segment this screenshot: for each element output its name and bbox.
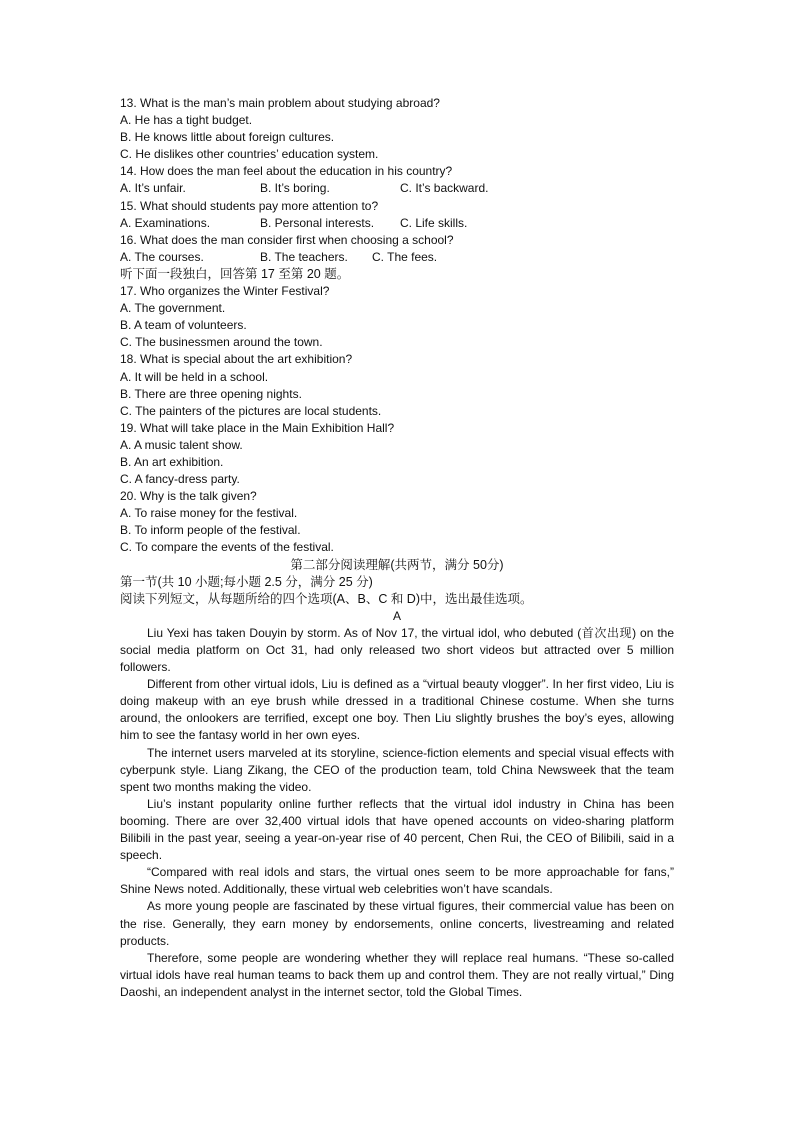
passage-paragraph-4: Liu’s instant popularity online further reflects that the virtual idol industry in China has been booming. There are over 32,400 virtual idols that have opened accounts on video-sharing platform Bilibili in the past year, seeing a year-on-year rise of 40 percent, Chen Rui, the CEO of Bilibili, said in a speech. — [120, 796, 674, 863]
section-title: 第一节(共 10 小题;每小题 2.5 分，满分 25 分) — [120, 574, 373, 589]
passage-paragraph-1: Liu Yexi has taken Douyin by storm. As of Nov 17, the virtual idol, who debuted (首次出现) on the social media platform on Oct 31, had only released two short videos but attracted over 5 million followers. — [120, 625, 674, 675]
option-14b: B. It’s boring. — [260, 181, 330, 196]
options-15 — [120, 215, 674, 232]
option-16b: B. The teachers. — [260, 249, 348, 264]
option-20b: B. To inform people of the festival. — [120, 523, 301, 538]
option-17b: B. A team of volunteers. — [120, 318, 247, 333]
passage-paragraph-2: Different from other virtual idols, Liu is defined as a “virtual beauty vlogger”. In her first video, Liu is doing makeup with an eye brush while dressed in a traditional Chinese costume. When she turns around, the onlookers are terrified, except one boy. Then Liu slightly brushes the boy’s eyes, allowing him to see the fantasy world in her own eyes. — [120, 677, 674, 743]
option-13a: A. He has a tight budget. — [120, 113, 253, 128]
option-18b: B. There are three opening nights. — [120, 386, 302, 401]
question-18: 18. What is special about the art exhibition? — [120, 352, 353, 367]
passage-paragraph-6: As more young people are fascinated by these virtual figures, their commercial value has been on the rise. Generally, they earn money by endorsements, online concerts, livestreaming and related products. — [120, 899, 674, 948]
option-16a: A. The courses. — [120, 249, 204, 264]
option-19b: B. An art exhibition. — [120, 454, 224, 469]
option-20a: A. To raise money for the festival. — [120, 506, 298, 521]
options-14 — [120, 180, 674, 197]
passage-paragraph-3: The internet users marveled at its storyline, science-fiction elements and special visual effects with cyberpunk style. Liang Zikang, the CEO of the production team, told China Newsweek that the team spent two months making the video. — [120, 745, 674, 794]
option-20c: C. To compare the events of the festival. — [120, 540, 334, 555]
option-13c: C. He dislikes other countries’ education system. — [120, 147, 379, 162]
option-18a: A. It will be held in a school. — [120, 369, 269, 384]
question-20: 20. Why is the talk given? — [120, 489, 257, 504]
question-15: 15. What should students pay more attention to? — [120, 198, 379, 213]
passage-label: A — [392, 608, 401, 623]
option-19a: A. A music talent show. — [120, 437, 243, 452]
option-18c: C. The painters of the pictures are local students. — [120, 403, 382, 418]
question-17: 17. Who organizes the Winter Festival? — [120, 284, 330, 299]
option-13b: B. He knows little about foreign cultures. — [120, 130, 335, 145]
option-15c: C. Life skills. — [400, 215, 468, 230]
option-16c: C. The fees. — [372, 249, 438, 264]
option-19c: C. A fancy-dress party. — [120, 472, 240, 487]
page-content — [120, 95, 674, 1001]
option-17a: A. The government. — [120, 301, 226, 316]
question-19: 19. What will take place in the Main Exhibition Hall? — [120, 420, 395, 435]
options-16 — [120, 249, 674, 266]
question-13: 13. What is the man’s main problem about studying abroad? — [120, 96, 440, 110]
option-14a: A. It’s unfair. — [120, 181, 186, 196]
passage-paragraph-7: Therefore, some people are wondering whether they will replace real humans. “These so-called virtual idols have real human teams to back them up and control them. They are not really virtual,” Ding Daoshi, an independent analyst in the internet sector, told the Global Times. — [120, 950, 674, 999]
option-14c: C. It’s backward. — [400, 181, 489, 196]
passage-paragraph-5: “Compared with real idols and stars, the virtual ones seem to be more approachable for fans,” Shine News noted. Additionally, these virtual web celebrities won’t have scandals. — [120, 865, 674, 897]
option-15a: A. Examinations. — [120, 215, 211, 230]
option-17c: C. The businessmen around the town. — [120, 335, 323, 350]
option-15b: B. Personal interests. — [260, 215, 375, 230]
part-title: 第二部分阅读理解(共两节，满分 50分) — [290, 557, 504, 572]
question-14: 14. How does the man feel about the education in his country? — [120, 164, 453, 179]
question-16: 16. What does the man consider first when choosing a school? — [120, 232, 454, 247]
reading-instruction: 阅读下列短文，从每题所给的四个选项(A、B、C 和 D)中，选出最佳选项。 — [120, 591, 533, 606]
monologue-instruction: 听下面一段独白，回答第 17 至第 20 题。 — [120, 266, 350, 281]
